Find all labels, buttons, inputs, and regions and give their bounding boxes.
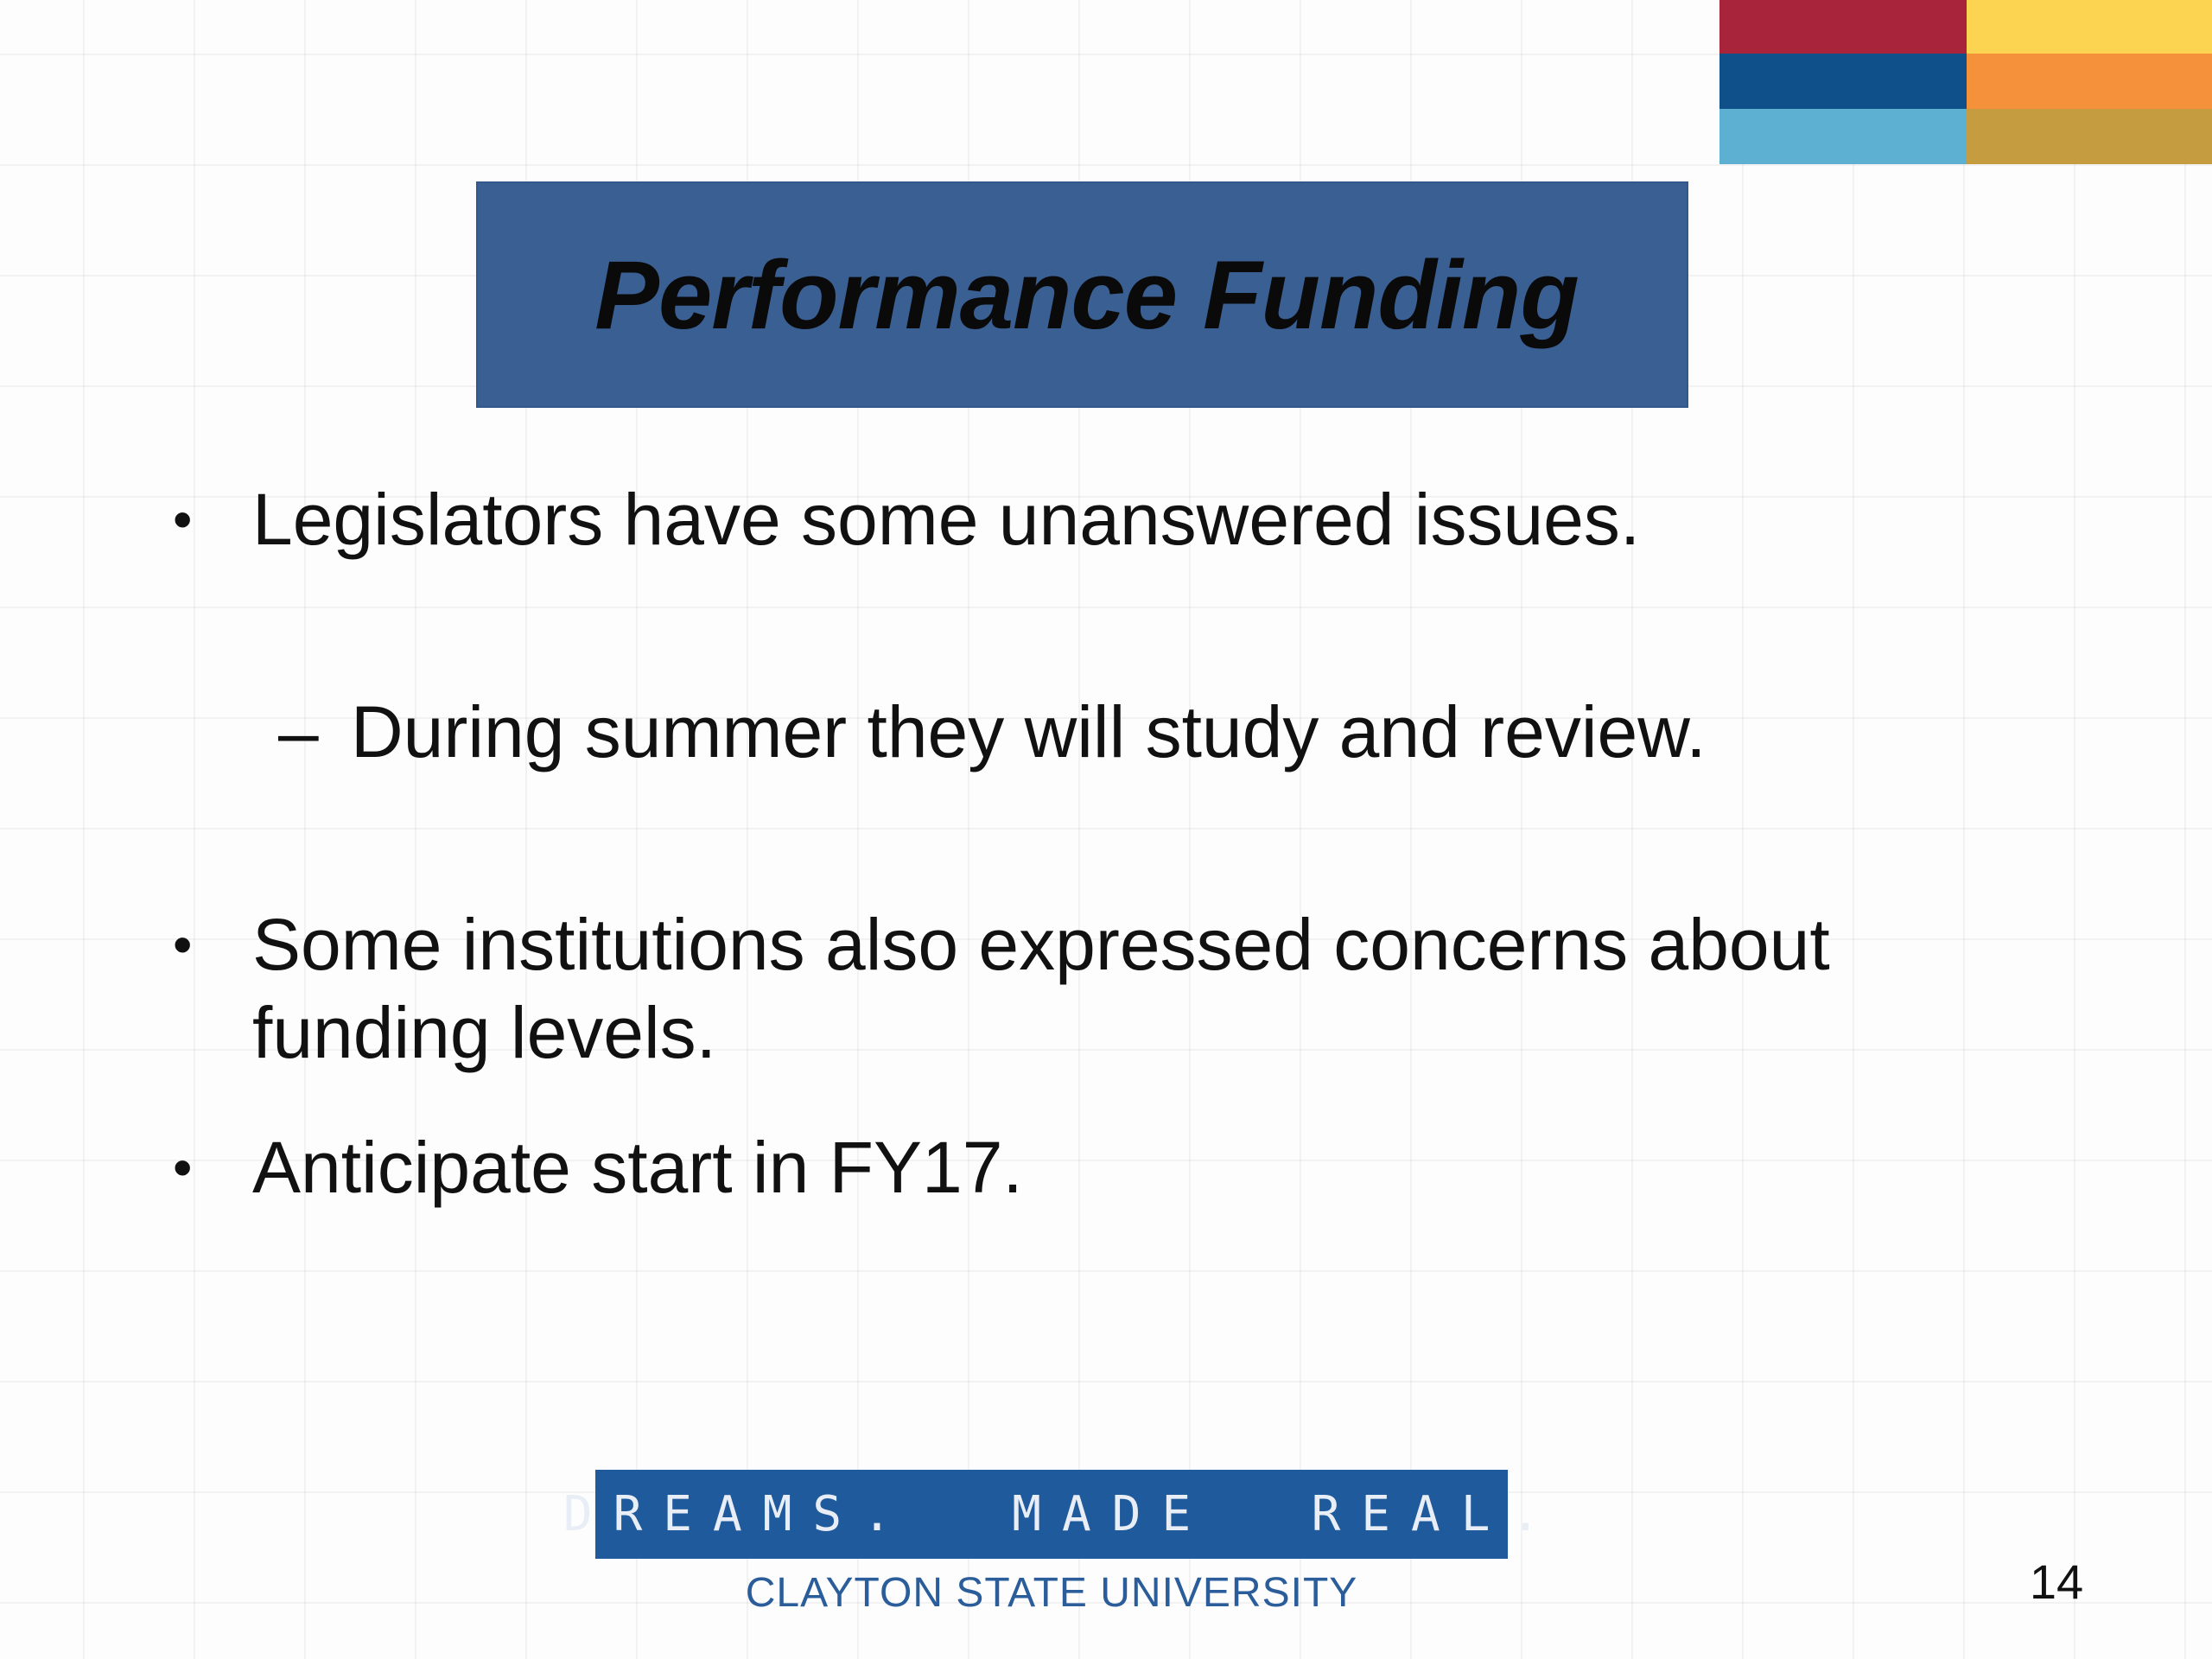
slogan-text: DREAMS. MADE REAL. <box>563 1486 1561 1542</box>
color-block-light-blue <box>1719 109 1967 164</box>
color-block-navy <box>1719 54 1967 109</box>
bullet-item <box>173 1123 1937 1211</box>
slide-title: Performance Funding <box>594 240 1579 349</box>
bullet-text: Legislators have some unanswered issues. <box>252 479 1641 560</box>
title-banner <box>478 183 1687 406</box>
slogan-logo <box>563 1470 1561 1559</box>
color-block-orange <box>1967 54 2212 109</box>
color-block-gold <box>1967 109 2212 164</box>
color-block-yellow <box>1967 0 2212 54</box>
bullet-item <box>173 475 1937 563</box>
color-block-crimson <box>1719 0 1967 54</box>
sub-bullet-marker: – <box>278 691 319 772</box>
bullet-text: Anticipate start in FY17. <box>252 1127 1023 1208</box>
bullet-text: Some institutions also expressed concerns about funding levels. <box>252 904 1830 1073</box>
university-name: CLAYTON STATE UNIVERSITY <box>745 1570 1358 1616</box>
page-number: 14 <box>2029 1554 2084 1609</box>
bullet-marker: • <box>173 488 193 550</box>
bullet-item <box>173 900 1937 1077</box>
bullet-marker: • <box>173 1136 193 1198</box>
color-blocks <box>1719 0 2212 164</box>
bullet-marker: • <box>173 913 193 976</box>
sub-bullet-item <box>278 688 1993 776</box>
sub-bullet-text: During summer they will study and review. <box>351 691 1707 772</box>
